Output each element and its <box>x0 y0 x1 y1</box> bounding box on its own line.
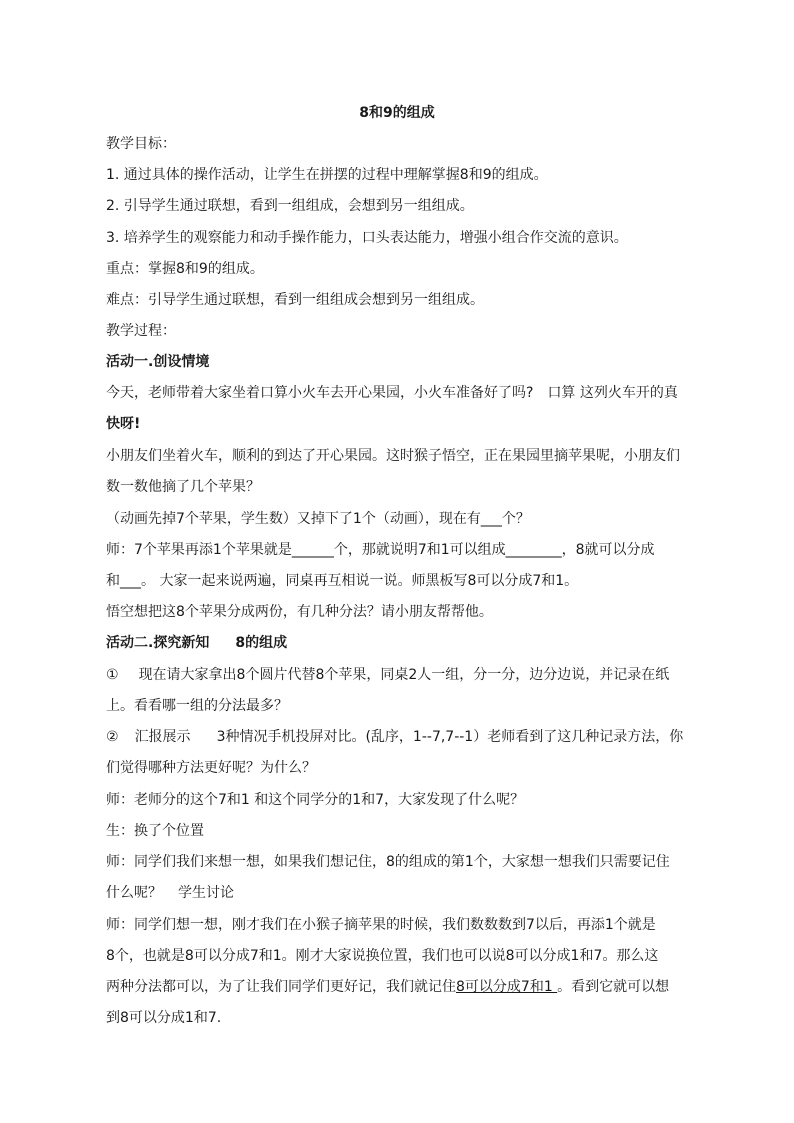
objective-item: 2. 引导学生通过联想，看到一组组成，会想到另一组组成。 <box>106 198 474 214</box>
paragraph-line: 悟空想把这8个苹果分成两份，有几种分法？请小朋友帮帮他。 <box>106 604 493 620</box>
objective-item: 3. 培养学生的观察能力和动手操作能力，口头表达能力，增强小组合作交流的意识。 <box>106 230 628 246</box>
list-marker: ② <box>106 729 119 745</box>
paragraph-line: 们觉得哪种方法更好呢？为什么？ <box>106 760 316 776</box>
paragraph-line: 到8可以分成1和7. <box>106 1010 222 1026</box>
text-segment: 两种分法都可以，为了让我们同学们更好记，我们就记住 <box>106 979 456 995</box>
difficulty: 难点：引导学生通过联想，看到一组组成会想到另一组组成。 <box>106 292 484 308</box>
process-heading: 教学过程： <box>106 323 176 339</box>
text-segment: 汇报展示 <box>134 729 191 745</box>
text-segment: 口算 这列火车开的真 <box>547 385 678 401</box>
text-segment: 今天，老师带着大家坐着口算小火车去开心果园，小火车准备好了吗? <box>106 385 534 401</box>
list-item <box>106 727 696 747</box>
paragraph-line <box>106 977 696 997</box>
paragraph-line <box>106 383 696 403</box>
paragraph-line: 上。看看哪一组的分法最多？ <box>106 698 288 714</box>
paragraph-line: 8个，也就是8可以分成7和1。刚才大家说换位置，我们也可以说8可以分成1和7。那么这 <box>106 948 659 964</box>
objective-item: 1. 通过具体的操作活动，让学生在拼摆的过程中理解掌握8和9的组成。 <box>106 167 548 183</box>
text-segment: 什么呢？ <box>106 885 162 901</box>
text-segment: 现在请大家拿出8个圆片代替8个苹果，同桌2人一组，分一分，边分边说，并记录在纸 <box>138 667 670 683</box>
list-item <box>106 665 696 685</box>
activity1-heading: 活动一.创设情境 <box>106 354 210 370</box>
paragraph-line: （动画先掉7个苹果，学生数）又掉下了1个（动画），现在有___个？ <box>106 511 530 527</box>
paragraph-line: 和___。 大家一起来说两遍，同桌再互相说一说。师黑板写8可以分成7和1。 <box>106 573 579 589</box>
paragraph-line: 小朋友们坐着火车，顺利的到达了开心果园。这时猴子悟空，正在果园里摘苹果呢，小朋友们 <box>106 448 680 464</box>
text-segment: 。看到它就可以想 <box>557 979 670 995</box>
paragraph-line <box>106 883 696 903</box>
underlined-text: 8可以分成7和1 <box>456 979 558 995</box>
text-segment: 学生讨论 <box>178 885 234 901</box>
text-segment: 活动二.探究新知 <box>106 635 210 651</box>
list-marker: ① <box>106 667 119 683</box>
text-segment: 3种情况手机投屏对比。(乱序，1--7,7--1）老师看到了这几种记录方法，你 <box>216 729 684 745</box>
key-point: 重点：掌握8和9的组成。 <box>106 261 264 277</box>
paragraph-line: 师：同学们想一想，刚才我们在小猴子摘苹果的时候，我们数数数到7以后，再添1个就是 <box>106 917 656 933</box>
paragraph-line: 师：7个苹果再添1个苹果就是______个，那就说明7和1可以组成________，8就可以分成 <box>106 542 655 558</box>
objectives-heading: 教学目标： <box>106 136 176 152</box>
text-segment: 8的组成 <box>235 635 288 651</box>
paragraph-line: 师：老师分的这个7和1 和这个同学分的1和7，大家发现了什么呢？ <box>106 792 525 808</box>
page-title: 8和9的组成 <box>359 105 435 121</box>
paragraph-line: 生：换了个位置 <box>106 823 204 839</box>
paragraph-line: 师：同学们我们来想一想，如果我们想记住，8的组成的第1个，大家想一想我们只需要记住 <box>106 854 670 870</box>
activity2-heading <box>106 633 696 653</box>
paragraph-line: 数一数他摘了几个苹果？ <box>106 479 260 495</box>
paragraph-line: 快呀! <box>106 416 141 432</box>
